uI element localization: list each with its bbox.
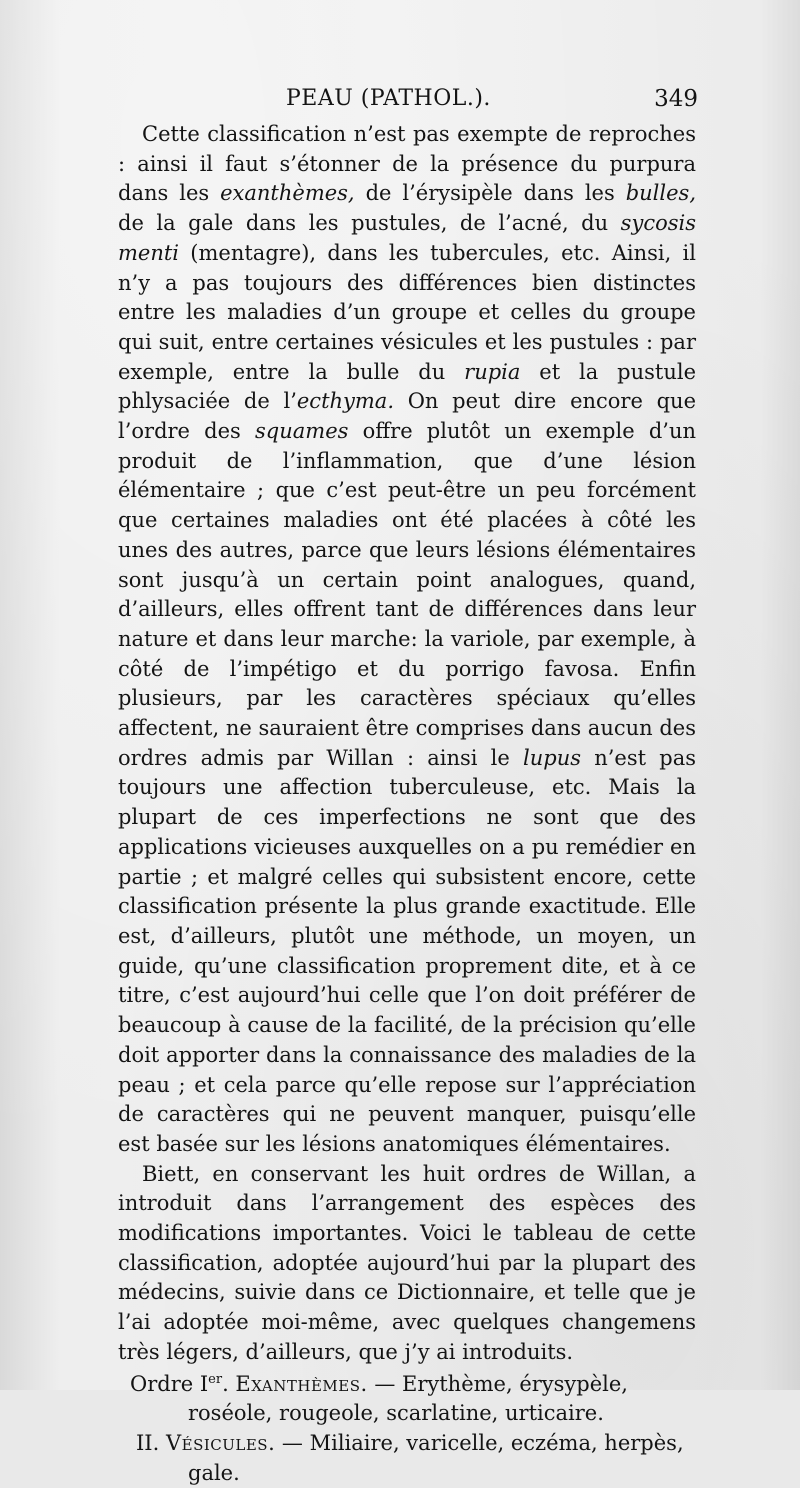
- entry-superscript: er: [208, 1371, 223, 1387]
- entry-title: Exanthèmes.: [235, 1371, 368, 1396]
- page-number: 349: [654, 86, 698, 112]
- text-run: de la gale dans les pustules, de l’acné, du: [118, 211, 621, 236]
- text-run: On peut dire encore que l’ordre des: [118, 389, 696, 444]
- paragraph-biett-classification: Biett, en conservant les huit ordres de Willan, a introduit dans l’arrangement des espèces des modifications importantes. Voici le tableau de cette classification, adoptée aujourd’hui par la plupart des médecins, suivie dans ce Dictionnaire, et telle que je l’ai adoptée moi-même, avec quelques changemens très légers, d’ailleurs, que j’y ai introduits.: [118, 1161, 696, 1364]
- page-header: [118, 86, 698, 114]
- italic-term: squames: [255, 419, 349, 444]
- italic-term: lupus: [523, 745, 582, 770]
- italic-term: exanthèmes,: [220, 181, 355, 206]
- text-run: (mentagre), dans les tubercules, etc. Ainsi, il n’y a pas toujours des différences bien distinctes entre les maladies d’un groupe et celles du groupe qui suit, entre certaines vésicules et les pustules : par exemple, entre la bulle du: [118, 240, 696, 384]
- entry-title: Vésicules.: [165, 1430, 276, 1455]
- entry-text: — Erythème, érysypèle, roséole, rougeole, scarlatine, urticaire.: [188, 1371, 628, 1426]
- text-run: de l’érysipèle dans les: [354, 181, 626, 206]
- text-run: offre plutôt un exemple d’un produit de l’inflammation, que d’une lésion élémentaire ; que c’est peut-être un peu forcément que certaines maladies ont été placées à côté les unes des autres, parce que leurs lésions élémentaires sont jusqu’à un certain point analogues, quand, d’ailleurs, elles offrent tant de différences dans leur nature et dans leur marche: la variole, par exemple, à côté de l’impétigo et du porrigo favosa. Enfin plusieurs, par les caractères spéciaux qu’elles affectent, ne sauraient être comprises dans aucun des ordres admis par Willan : ainsi le: [118, 419, 697, 770]
- paragraph-classification-critique: [118, 120, 696, 1160]
- entry-prefix: Ordre I: [130, 1371, 209, 1396]
- entry-text: — Miliaire, varicelle, eczéma, herpès, gale.: [188, 1430, 684, 1485]
- text-run: n’est pas toujours une affection tuberculeuse, etc. Mais la plupart de ces imperfections ne sont que des applications vicieuses auxquelles on a pu remédier en partie ; et malgré celles qui subsistent encore, cette classification présente la plus grande exactitude. Elle est, d’ailleurs, plutôt une méthode, un moyen, un guide, qu’une classification proprement dite, et à ce titre, c’est aujourd’hui celle que l’on doit préférer de beaucoup à cause de la facilité, de la précision qu’elle doit apporter dans la connaissance des maladies de la peau ; et cela parce qu’elle repose sur l’appréciation de caractères qui ne peuvent manquer, puisqu’elle est basée sur les lésions anatomiques élémentaires.: [118, 745, 696, 1156]
- italic-term: rupia: [464, 359, 521, 384]
- page-body: [118, 120, 696, 1488]
- text-run: Cette classification n’est pas exempte de reproches : ainsi il faut s’étonner de la présence du purpura dans les: [118, 122, 696, 206]
- italic-term: ecthyma.: [296, 389, 394, 414]
- classification-entry-vesicules: [118, 1429, 696, 1488]
- classification-entry-exanthemes: [118, 1370, 696, 1429]
- italic-term: sycosis menti: [118, 211, 696, 265]
- italic-term: bulles,: [625, 181, 696, 206]
- running-head: PEAU (PATHOL.).: [286, 86, 491, 111]
- text-run: et la pustule phlysaciée de l’: [118, 359, 696, 414]
- entry-dot: .: [222, 1371, 236, 1396]
- entry-prefix: II.: [136, 1430, 166, 1455]
